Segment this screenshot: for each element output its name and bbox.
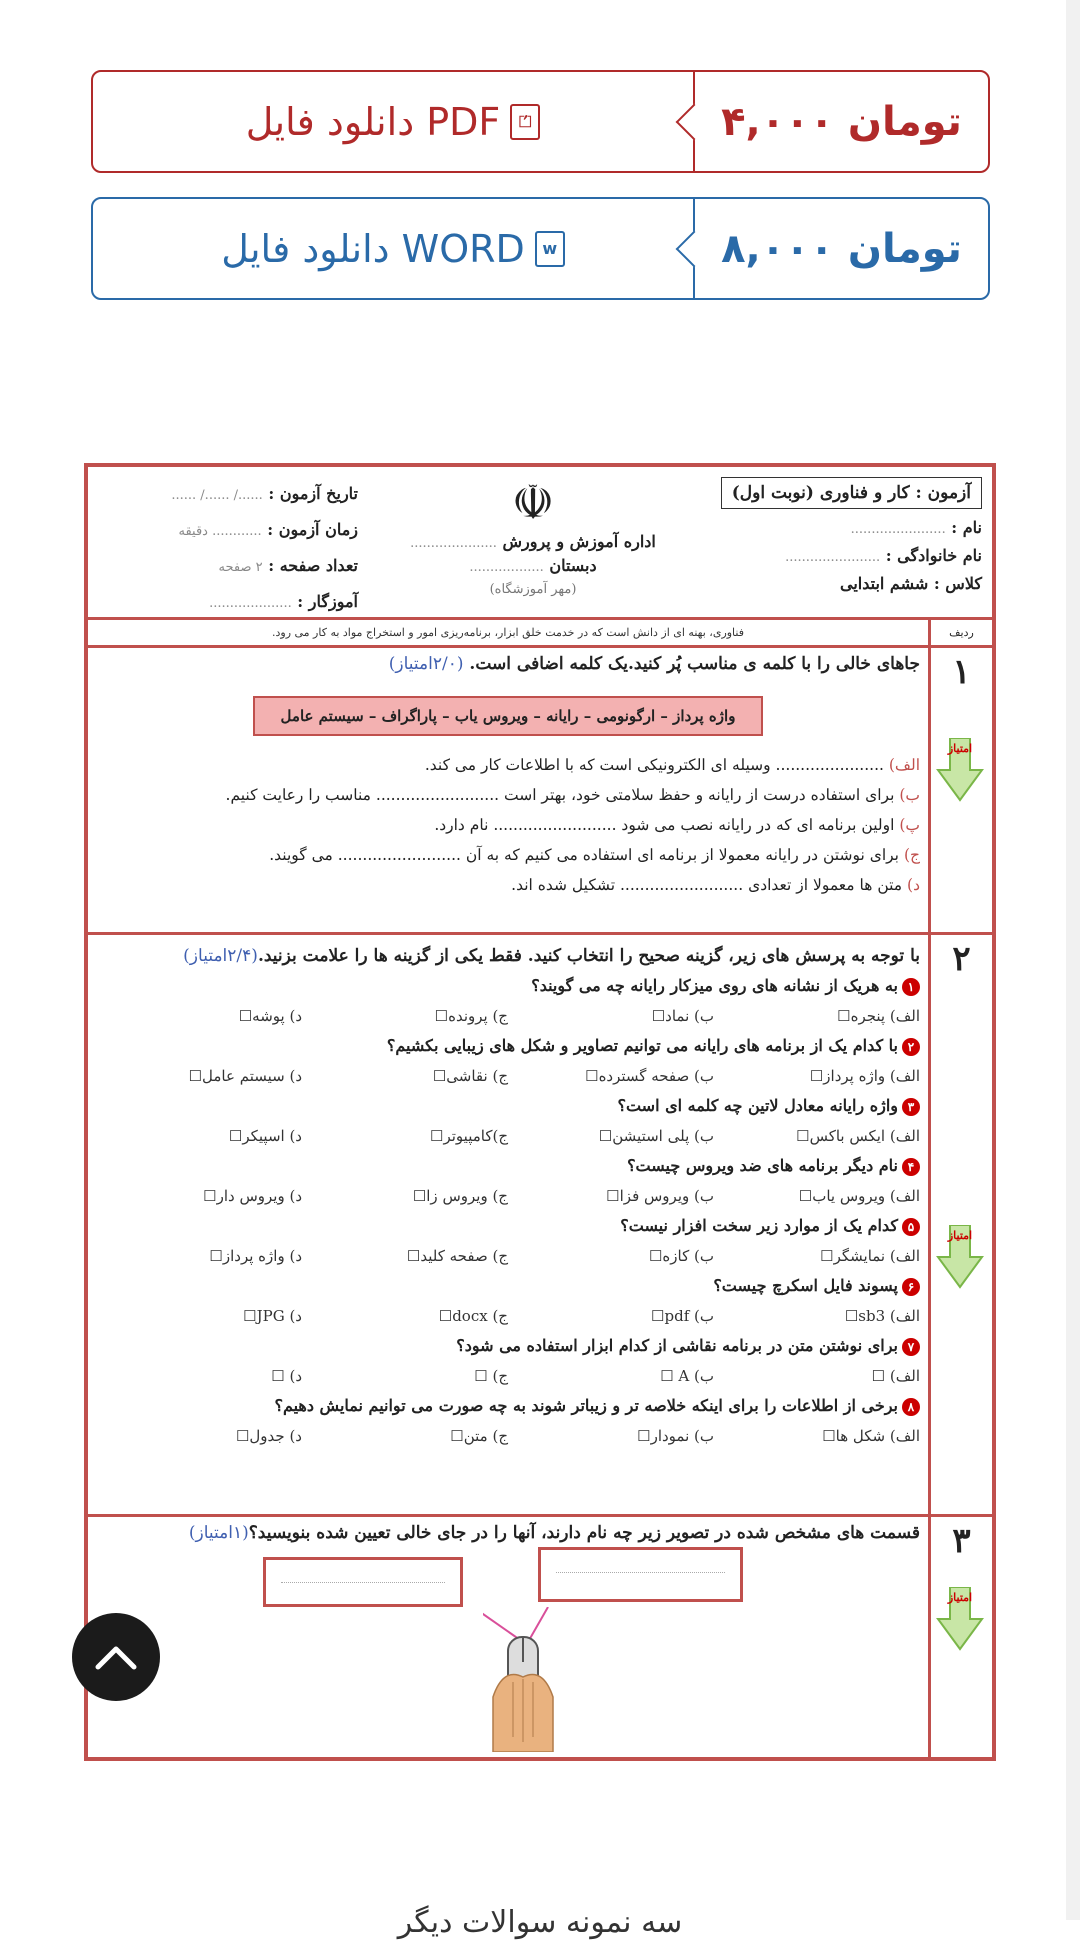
mc-options: الف) sb3☐ ب) pdf☐ ج) docx☐ د) JPG☐ (243, 1307, 920, 1325)
row-header (88, 620, 992, 648)
footer-heading: سه نمونه سوالات دیگر (397, 1905, 683, 1940)
word-file-icon: w (535, 231, 565, 267)
pages-label: تعداد صفحه : (268, 556, 358, 575)
word-price: ۸,۰۰۰ تومان (693, 199, 988, 298)
row-label: ردیف (928, 620, 992, 645)
download-word-label: دانلود فایل WORD (221, 226, 525, 271)
family-label: نام خانوادگی : (885, 546, 982, 565)
fill-item: ج) برای نوشتن در رایانه معمولا از برنامه ای استفاده می کنیم که به آن ......................... می گویند. (269, 846, 920, 864)
mc-options: الف) نمایشگر☐ ب) کازه☐ ج) صفحه کلید☐ د) واژه پرداز☐ (209, 1247, 920, 1265)
question-number: ۲ (928, 935, 992, 1514)
mc-question: ۸برخی از اطلاعات را برای اینکه خلاصه تر و زیباتر شوند به چه صورت می توانیم نمایش دهیم؟ (96, 1391, 920, 1421)
exam-title: آزمون : کار و فناوری (نوبت اول) (721, 477, 982, 509)
answer-box-left (263, 1557, 463, 1607)
exam-header: آزمون : کار و فناوری (نوبت اول) نام : ....................... نام خانوادگی : ....................... کلاس : ششم ابتدایی ☫ اداره آموزش و پرورش ..................... دبستان .................. (مهر آموزشگاه) تاریخ آزمون : ....../ ....../ ...... زمان آزمون : ............ دقیقه تعداد صفحه : ۲ صفحه آموزگار : .................... (88, 467, 992, 620)
pages-value: ۲ صفحه (218, 560, 263, 575)
dept-label: اداره آموزش و پرورش (502, 532, 656, 551)
mc-options: الف) ایکس باکس☐ ب) پلی استیشن☐ ج)کامپیوتر☐ د) اسپیکر☐ (228, 1127, 920, 1145)
class-label: کلاس : ششم ابتدایی (840, 574, 982, 593)
q2-score: (۲/۴امتیاز) (183, 946, 258, 966)
score-arrow-icon: امتیاز (936, 738, 984, 804)
iran-emblem-icon: ☫ (511, 475, 555, 531)
seal-label: (مهر آموزشگاه) (489, 582, 577, 597)
q3-score: (۱امتیاز) (188, 1523, 249, 1543)
q1-score: (۲/۰امتیاز) (388, 654, 464, 674)
mc-question: ۵کدام یک از موارد زیر سخت افزار نیست؟ (96, 1211, 920, 1241)
pdf-price: ۴,۰۰۰ تومان (693, 72, 988, 171)
fill-item: ب) برای استفاده درست از رایانه و حفظ سلامتی خود، بهتر است ......................... مناسب را رعایت کنیم. (225, 786, 920, 804)
pdf-file-icon: ⏍ (510, 104, 540, 140)
page-scrollbar[interactable] (1066, 0, 1080, 1920)
motto-text: فناوری، بهنه ای از دانش است که در خدمت خلق ابزار، برنامه‌ریزی امور و استخراج مواد به کار می رود. (271, 626, 744, 639)
score-arrow-icon: امتیاز (936, 1225, 984, 1291)
time-label: زمان آزمون : (267, 520, 358, 539)
fill-item: پ) اولین برنامه ای که در رایانه نصب می شود ......................... نام دارد. (434, 816, 920, 834)
date-label: تاریخ آزمون : (268, 484, 358, 503)
back-to-top-button[interactable] (72, 1613, 160, 1701)
chevron-up-icon (94, 1643, 138, 1671)
mc-question: ۱به هریک از نشانه های روی میزکار رایانه چه می گویند؟ (96, 971, 920, 1001)
score-arrow-icon: امتیاز (936, 1587, 984, 1653)
mc-question: ۷برای نوشتن متن در برنامه نقاشی از کدام ابزار استفاده می شود؟ (96, 1331, 920, 1361)
question-1 (88, 648, 992, 935)
question-2 (88, 935, 992, 1517)
mc-options: الف) واژه پرداز☐ ب) صفحه گسترده☐ ج) نقاشی☐ د) سیستم عامل☐ (188, 1067, 920, 1085)
mouse-hand-image (483, 1607, 563, 1752)
mc-question: ۴نام دیگر برنامه های ضد ویروس چیست؟ (96, 1151, 920, 1181)
download-pdf-button[interactable] (91, 70, 990, 173)
question-3 (88, 1517, 992, 1761)
mc-options: الف) ویروس یاب☐ ب) ویروس فزا☐ ج) ویروس زا☐ د) ویروس دار☐ (203, 1187, 920, 1205)
name-label: نام : (951, 518, 982, 537)
question-number: ۱ (928, 648, 992, 932)
fill-item: د) متن ها معمولا از تعدادی ......................... تشکیل شده اند. (511, 876, 920, 894)
answer-box-right (538, 1547, 743, 1602)
q2-title: با توجه به پرسش های زیر، گزینه صحیح را انتخاب کنید. فقط یکی از گزینه ها را علامت بزنید. (257, 946, 920, 966)
fill-item: الف) ...................... وسیله ای الکترونیکی است که با اطلاعات کار می کند. (424, 756, 920, 774)
mc-question: ۲با کدام یک از برنامه های رایانه می توانیم تصاویر و شکل های زیبایی بکشیم؟ (96, 1031, 920, 1061)
mc-options: الف) پنجره☐ ب) نماد☐ ج) پرونده☐ د) پوشه☐ (238, 1007, 920, 1025)
mc-options: الف) شکل ها☐ ب) نمودار☐ ج) متن☐ د) جدول☐ (235, 1427, 920, 1445)
time-value: ............ دقیقه (178, 524, 262, 539)
word-bank: واژه پرداز – ارگونومی – رایانه – ویروس یاب – پاراگراف – سیستم عامل (253, 696, 763, 736)
teacher-label: آموزگار : (297, 592, 358, 611)
school-label: دبستان (549, 556, 597, 575)
exam-preview-image (84, 463, 996, 1761)
q3-title: قسمت های مشخص شده در تصویر زیر چه نام دارند، آنها را در جای خالی تعیین شده بنویسید؟ (248, 1523, 920, 1543)
mc-question: ۶پسوند فایل اسکرچ چیست؟ (96, 1271, 920, 1301)
question-number: ۳ (928, 1517, 992, 1761)
mc-question: ۳واژه رایانه معادل لاتین چه کلمه ای است؟ (96, 1091, 920, 1121)
q1-title: جاهای خالی را با کلمه ی مناسب پُر کنید.یک کلمه اضافی است. (469, 654, 920, 674)
download-word-button[interactable] (91, 197, 990, 300)
download-pdf-label: دانلود فایل PDF (245, 99, 501, 144)
mc-options: الف) ☐ ب) A ☐ ج) ☐ د) ☐ (271, 1367, 920, 1385)
date-value: ....../ ....../ ...... (171, 488, 263, 503)
